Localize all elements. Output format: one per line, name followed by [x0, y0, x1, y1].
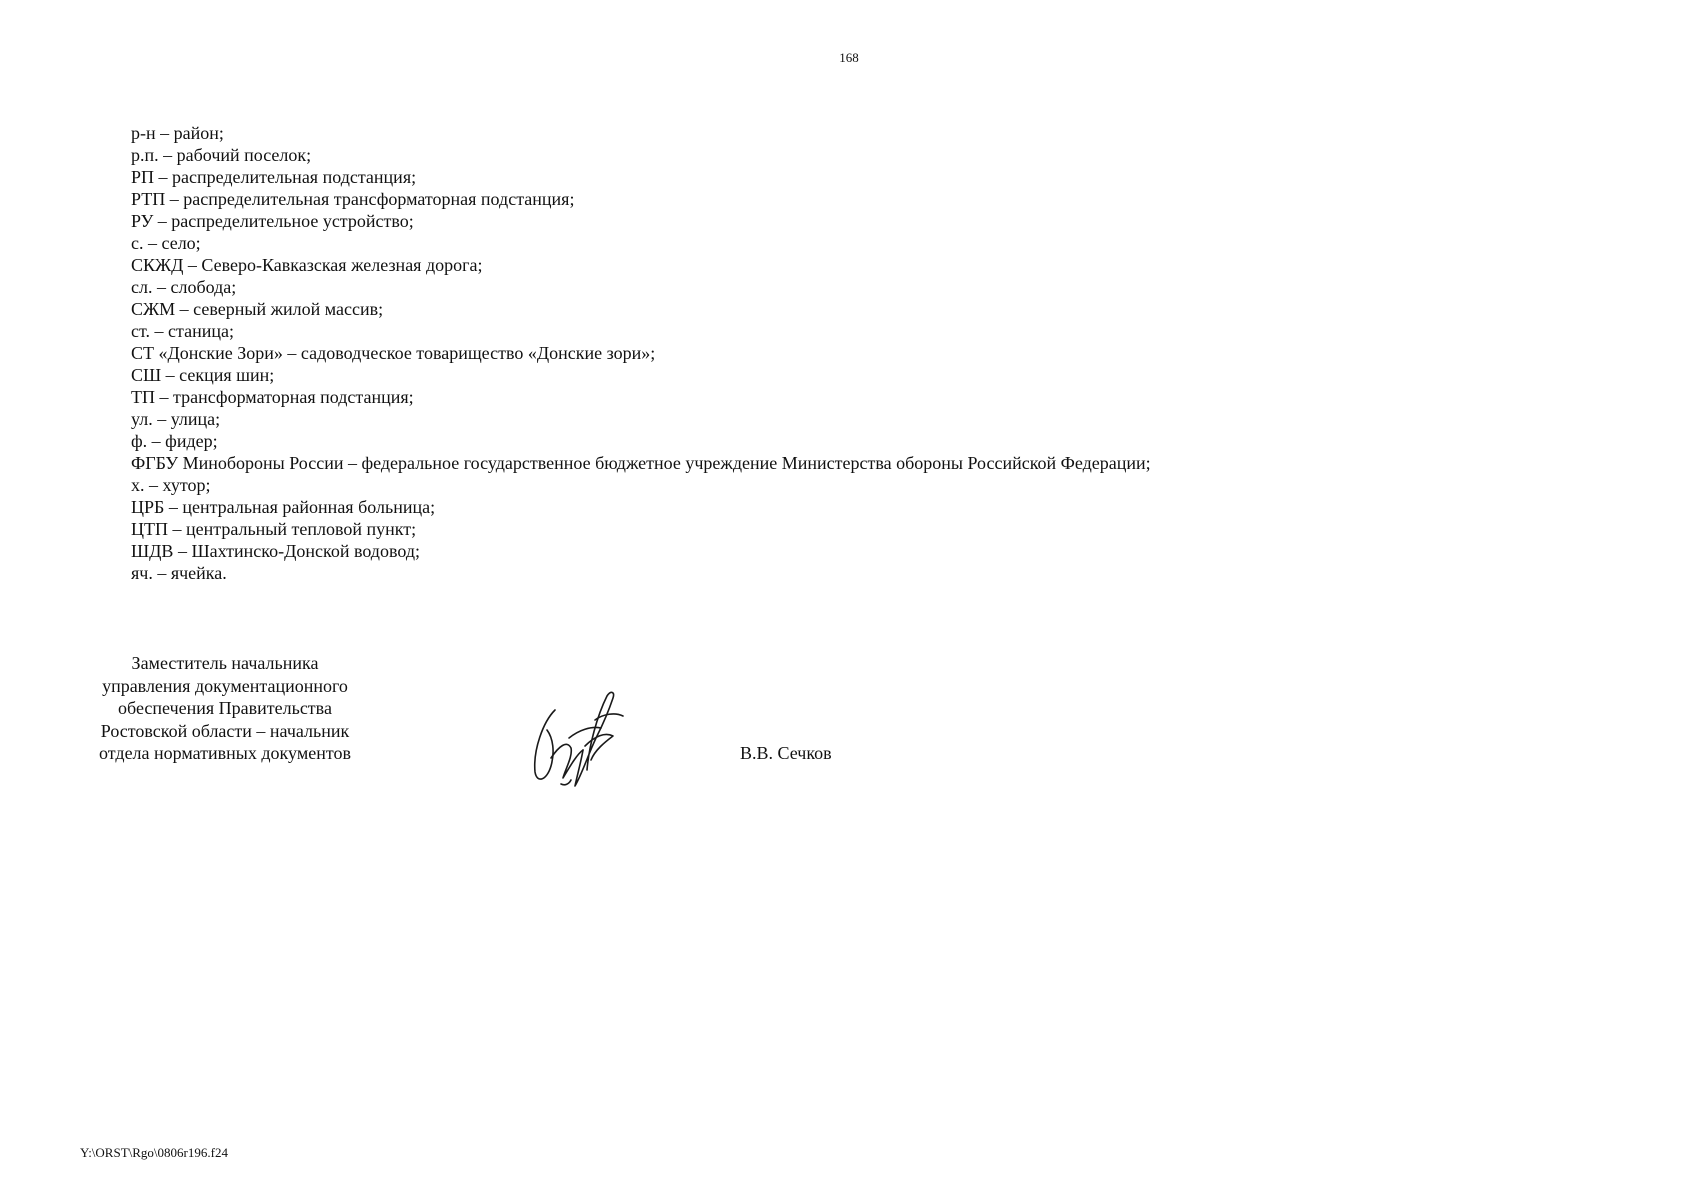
list-item: р-н – район;	[131, 123, 224, 143]
list-item: РТП – распределительная трансформаторная подстанция;	[131, 189, 575, 209]
abbreviation-list	[131, 122, 1151, 584]
list-item: ТП – трансформаторная подстанция;	[131, 387, 414, 407]
list-item: ф. – фидер;	[131, 431, 218, 451]
signatory-position-line: Заместитель начальника	[131, 653, 319, 673]
signatory-position	[60, 652, 390, 765]
list-item: с. – село;	[131, 233, 201, 253]
signatory-position-line: Ростовской области – начальник	[100, 720, 350, 741]
list-item: СТ «Донские Зори» – садоводческое товарищество «Донские зори»;	[131, 343, 656, 363]
signature-svg	[525, 680, 635, 790]
signatory-position-line: отдела нормативных документов	[99, 743, 351, 763]
handwritten-signature-icon	[525, 680, 635, 790]
list-item: СЖМ – северный жилой массив;	[131, 299, 384, 319]
list-item: ст. – станица;	[131, 321, 234, 341]
list-item: СШ – секция шин;	[131, 365, 275, 385]
list-item: РУ – распределительное устройство;	[131, 211, 414, 231]
list-item: РП – распределительная подстанция;	[131, 167, 417, 187]
list-item: ул. – улица;	[131, 409, 221, 429]
list-item: р.п. – рабочий поселок;	[131, 145, 312, 165]
signer-name: В.В. Сечков	[740, 743, 832, 763]
list-item: сл. – слобода;	[131, 277, 237, 297]
list-item: ФГБУ Минобороны России – федеральное государственное бюджетное учреждение Министерства обороны Российской Федерации;	[131, 453, 1151, 473]
list-item: ЦРБ – центральная районная больница;	[131, 497, 436, 517]
list-item: ЦТП – центральный тепловой пункт;	[131, 519, 417, 539]
signatory-position-line: управления документационного	[102, 675, 348, 696]
signatory-position-line: обеспечения Правительства	[118, 698, 332, 718]
list-item: яч. – ячейка.	[131, 563, 227, 583]
list-item: СКЖД – Северо-Кавказская железная дорога;	[131, 255, 483, 275]
page-number: 168	[839, 50, 859, 65]
list-item: х. – хутор;	[131, 475, 211, 495]
list-item: ШДВ – Шахтинско-Донской водовод;	[131, 541, 420, 561]
file-path: Y:\ORST\Rgo\0806r196.f24	[80, 1145, 228, 1160]
